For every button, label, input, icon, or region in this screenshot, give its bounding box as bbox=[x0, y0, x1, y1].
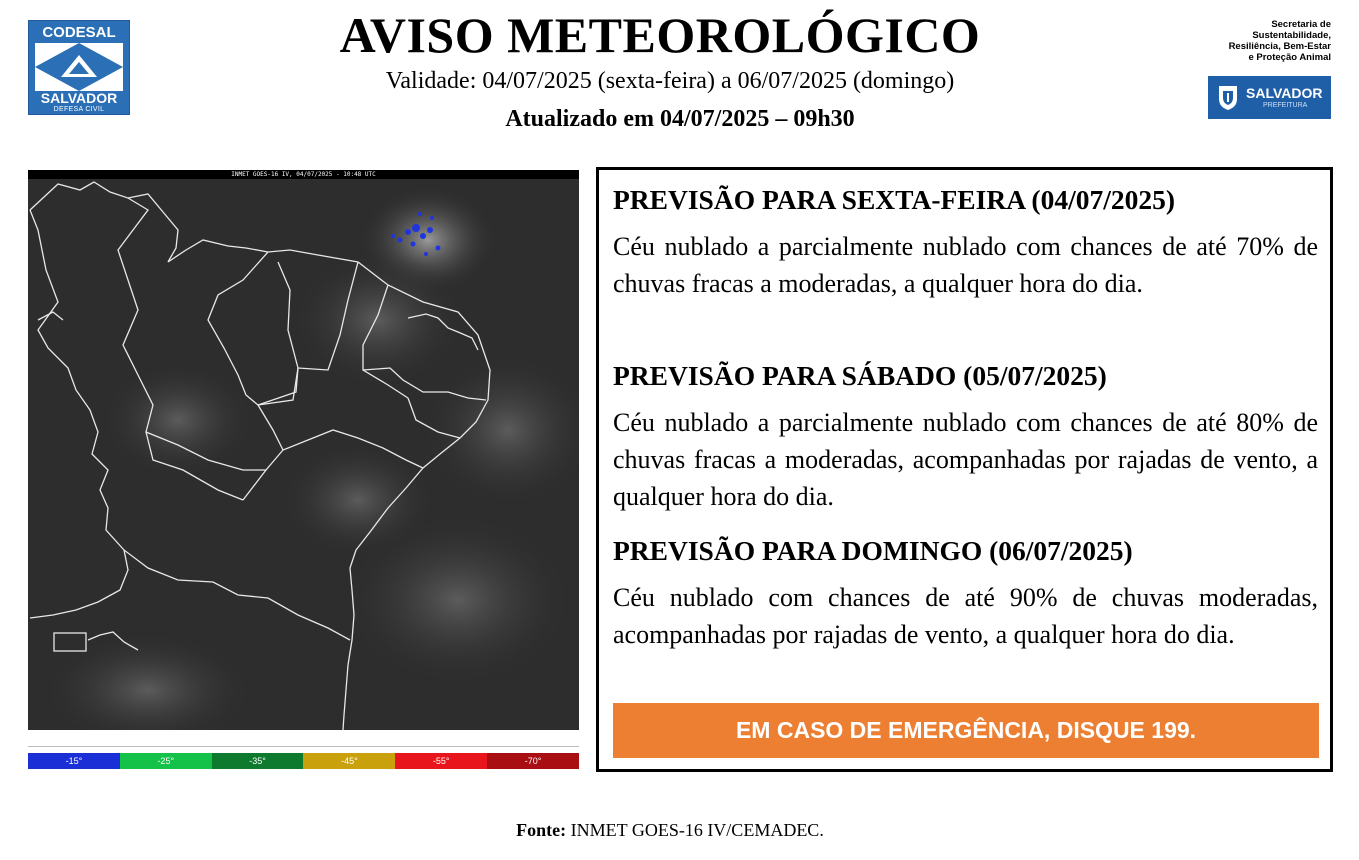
satellite-map-graphic bbox=[28, 170, 579, 730]
emergency-banner: EM CASO DE EMERGÊNCIA, DISQUE 199. bbox=[613, 703, 1319, 758]
salvador-badge-sub: PREFEITURA bbox=[1263, 102, 1308, 109]
forecast-heading-friday: PREVISÃO PARA SEXTA-FEIRA (04/07/2025) bbox=[613, 184, 1176, 215]
salvador-badge-name: SALVADOR bbox=[1246, 85, 1323, 101]
source-label: Fonte: bbox=[516, 820, 567, 840]
colorbar-segment: -45° bbox=[303, 753, 395, 769]
forecast-heading-saturday: PREVISÃO PARA SÁBADO (05/07/2025) bbox=[613, 360, 1107, 391]
salvador-prefeitura-logo bbox=[1208, 76, 1331, 119]
colorbar-segment: -55° bbox=[395, 753, 487, 769]
colorbar-segment: -25° bbox=[120, 753, 212, 769]
page-title: AVISO METEOROLÓGICO bbox=[339, 7, 981, 63]
secretaria-line: Resiliência, Bem-Estar bbox=[1228, 41, 1331, 52]
secretaria-text bbox=[1191, 19, 1331, 63]
codesal-logo-top-text: CODESAL bbox=[42, 24, 116, 41]
codesal-logo-city-text: SALVADOR bbox=[40, 90, 118, 106]
codesal-logo-subtitle: DEFESA CIVIL bbox=[53, 106, 105, 113]
satellite-image bbox=[28, 170, 579, 730]
forecast-text-sunday: Céu nublado com chances de até 90% de chuvas moderadas, acompanhadas por rajadas de vento, a qualquer hora do dia. bbox=[613, 583, 1318, 649]
secretaria-line: e Proteção Animal bbox=[1248, 52, 1331, 63]
satellite-header: INMET GOES-16 IV, 04/07/2025 - 10:48 UTC bbox=[231, 171, 376, 178]
colorbar-segment: -35° bbox=[212, 753, 304, 769]
validity-period: Validade: 04/07/2025 (sexta-feira) a 06/07/2025 (domingo) bbox=[385, 68, 955, 94]
updated-timestamp: Atualizado em 04/07/2025 – 09h30 bbox=[505, 106, 855, 132]
source-value: INMET GOES-16 IV/CEMADEC. bbox=[570, 820, 824, 840]
forecast-text-saturday: Céu nublado a parcialmente nublado com chances de até 80% de chuvas fracas a moderadas, acompanhadas por rajadas de vento, a qualquer hora do dia. bbox=[613, 408, 1318, 511]
colorbar-segment: -70° bbox=[487, 753, 579, 769]
salvador-crest-icon bbox=[1217, 84, 1239, 111]
source-credit bbox=[0, 820, 1340, 841]
forecast-text-friday: Céu nublado a parcialmente nublado com chances de até 70% de chuvas fracas a moderadas, a qualquer hora do dia. bbox=[613, 232, 1318, 298]
forecast-heading-sunday: PREVISÃO PARA DOMINGO (06/07/2025) bbox=[613, 535, 1133, 566]
colorbar-segment: -15° bbox=[28, 753, 120, 769]
colorbar-divider bbox=[28, 746, 579, 747]
forecast-panel bbox=[596, 167, 1333, 772]
temperature-colorbar bbox=[28, 753, 579, 769]
secretaria-line: Sustentabilidade, bbox=[1252, 30, 1331, 41]
secretaria-line: Secretaria de bbox=[1271, 19, 1331, 30]
